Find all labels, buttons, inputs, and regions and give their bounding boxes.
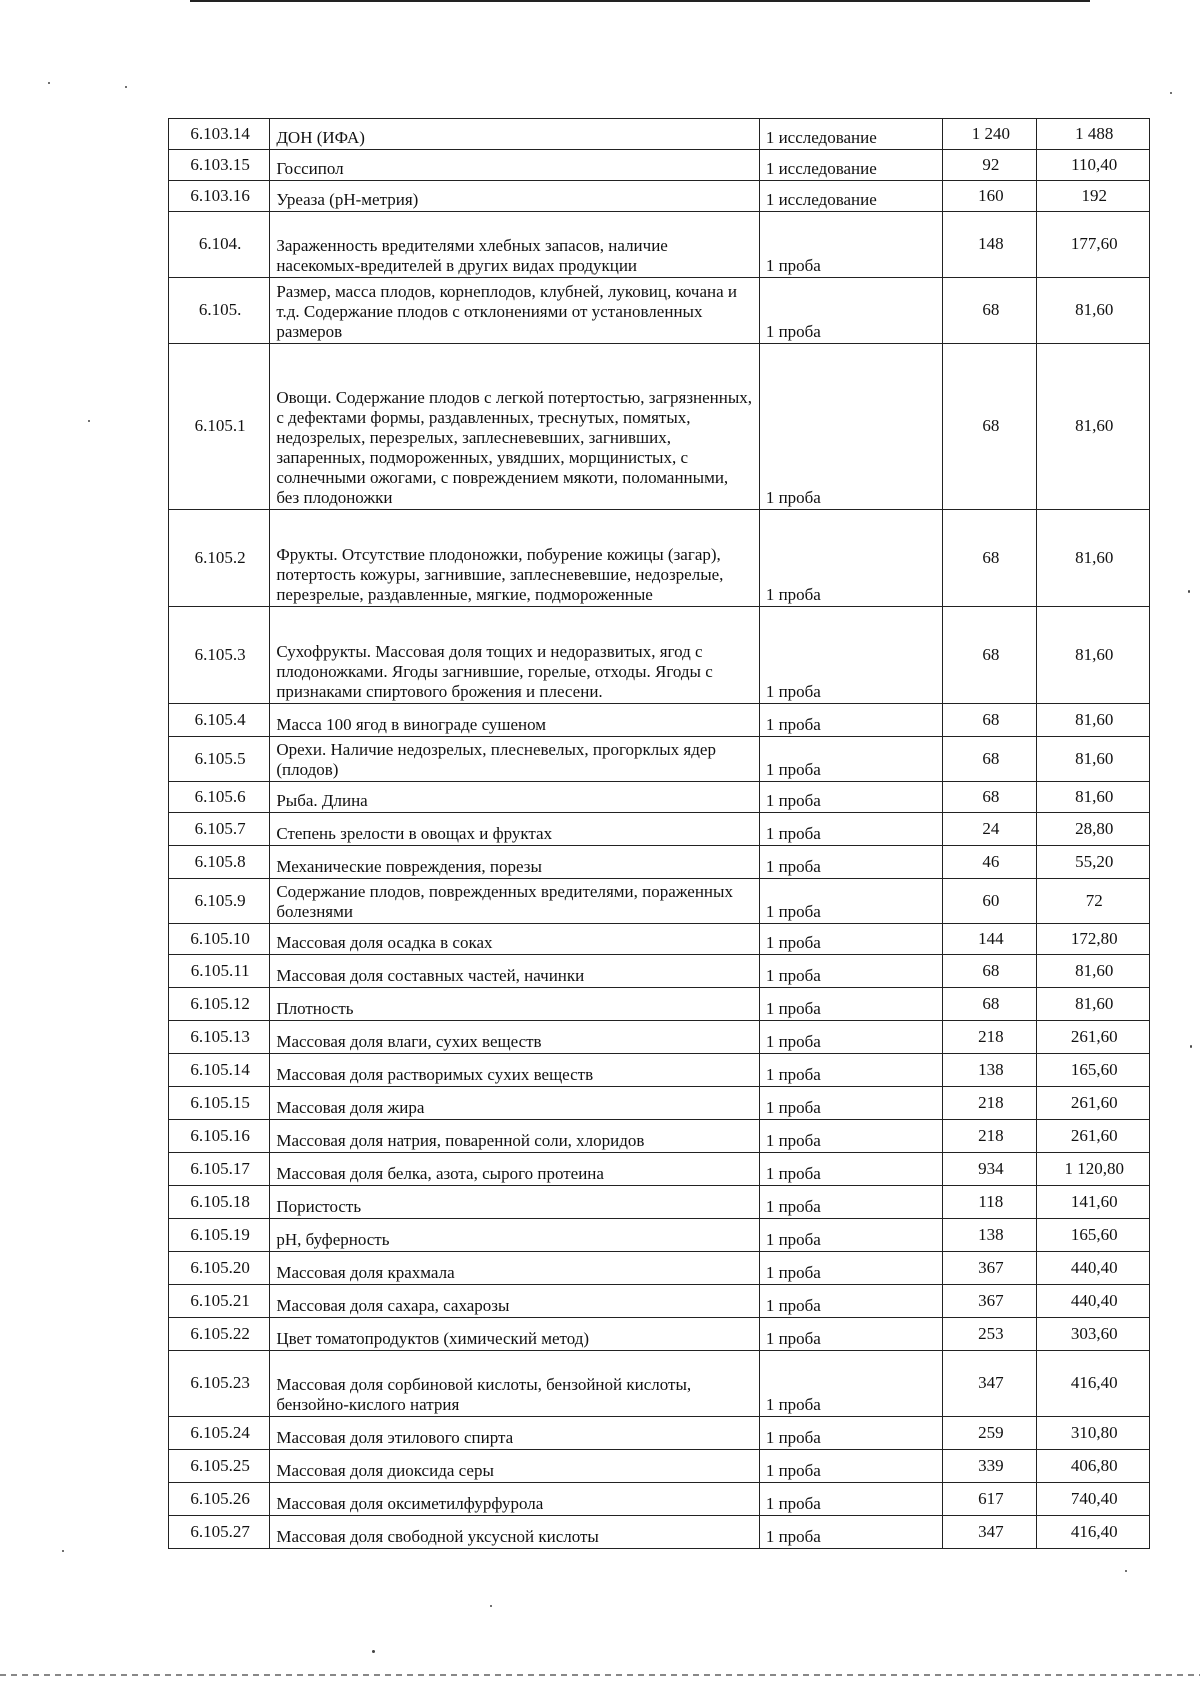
row-price-with-vat: 310,80: [1037, 1417, 1150, 1450]
row-test-name: Плотность: [270, 988, 759, 1021]
row-test-name: Массовая доля сахара, сахарозы: [270, 1285, 759, 1318]
table-row: [169, 988, 1150, 1021]
row-unit: 1 проба: [759, 1219, 942, 1252]
row-price: 68: [943, 955, 1037, 988]
scan-edge-top: [190, 0, 1090, 2]
row-unit: 1 проба: [759, 1054, 942, 1087]
row-test-name: Госсипол: [270, 150, 759, 181]
table-row: [169, 119, 1150, 150]
row-unit: 1 проба: [759, 955, 942, 988]
row-unit: 1 проба: [759, 813, 942, 846]
row-test-name: Массовая доля натрия, поваренной соли, хлоридов: [270, 1120, 759, 1153]
row-price-with-vat: 416,40: [1037, 1516, 1150, 1549]
row-unit: 1 проба: [759, 1351, 942, 1417]
row-price-with-vat: 110,40: [1037, 150, 1150, 181]
row-price: 617: [943, 1483, 1037, 1516]
table-row: [169, 1285, 1150, 1318]
table-row: [169, 150, 1150, 181]
row-unit: 1 проба: [759, 879, 942, 924]
row-price-with-vat: 172,80: [1037, 924, 1150, 955]
row-test-name: Массовая доля этилового спирта: [270, 1417, 759, 1450]
row-code: 6.105.14: [169, 1054, 270, 1087]
row-code: 6.105.26: [169, 1483, 270, 1516]
table-row: [169, 737, 1150, 782]
scan-edge-bottom: [0, 1674, 1200, 1676]
row-unit: 1 проба: [759, 1153, 942, 1186]
row-price: 144: [943, 924, 1037, 955]
row-unit: 1 проба: [759, 1285, 942, 1318]
scan-speck: [88, 420, 90, 422]
scan-speck: [490, 1605, 492, 1607]
row-price-with-vat: 440,40: [1037, 1252, 1150, 1285]
table-row: [169, 704, 1150, 737]
row-test-name: Массовая доля крахмала: [270, 1252, 759, 1285]
row-code: 6.105.: [169, 278, 270, 344]
table-row: [169, 1153, 1150, 1186]
row-test-name: Рыба. Длина: [270, 782, 759, 813]
row-test-name: Орехи. Наличие недозрелых, плесневелых, прогорклых ядер (плодов): [270, 737, 759, 782]
row-code: 6.103.14: [169, 119, 270, 150]
row-unit: 1 исследование: [759, 181, 942, 212]
table-row: [169, 924, 1150, 955]
row-price: 138: [943, 1054, 1037, 1087]
row-test-name: Размер, масса плодов, корнеплодов, клубней, луковиц, кочана и т.д. Содержание плодов с отклонениями от установленных размеров: [270, 278, 759, 344]
row-test-name: Массовая доля осадка в соках: [270, 924, 759, 955]
table-row: [169, 1252, 1150, 1285]
row-code: 6.105.2: [169, 510, 270, 607]
row-unit: 1 проба: [759, 737, 942, 782]
row-unit: 1 исследование: [759, 119, 942, 150]
row-price-with-vat: 740,40: [1037, 1483, 1150, 1516]
row-unit: 1 проба: [759, 704, 942, 737]
table-row: [169, 1054, 1150, 1087]
row-test-name: ДОН (ИФА): [270, 119, 759, 150]
row-code: 6.103.16: [169, 181, 270, 212]
table-row: [169, 1318, 1150, 1351]
row-unit: 1 проба: [759, 1417, 942, 1450]
row-code: 6.105.1: [169, 344, 270, 510]
row-price-with-vat: 416,40: [1037, 1351, 1150, 1417]
row-unit: 1 проба: [759, 510, 942, 607]
row-test-name: Степень зрелости в овощах и фруктах: [270, 813, 759, 846]
row-price: 347: [943, 1351, 1037, 1417]
row-price-with-vat: 81,60: [1037, 278, 1150, 344]
row-price: 68: [943, 737, 1037, 782]
row-unit: 1 проба: [759, 278, 942, 344]
row-price: 218: [943, 1120, 1037, 1153]
row-price-with-vat: 81,60: [1037, 607, 1150, 704]
table-row: [169, 510, 1150, 607]
row-price: 68: [943, 278, 1037, 344]
table-row: [169, 1219, 1150, 1252]
row-price-with-vat: 406,80: [1037, 1450, 1150, 1483]
row-unit: 1 проба: [759, 1021, 942, 1054]
table-row: [169, 212, 1150, 278]
row-code: 6.105.17: [169, 1153, 270, 1186]
table-row: [169, 1417, 1150, 1450]
table-row: [169, 846, 1150, 879]
scan-speck: [48, 82, 50, 84]
scan-speck: [125, 86, 127, 88]
row-price-with-vat: 81,60: [1037, 988, 1150, 1021]
row-price: 259: [943, 1417, 1037, 1450]
row-price: 68: [943, 344, 1037, 510]
row-code: 6.105.5: [169, 737, 270, 782]
row-price: 253: [943, 1318, 1037, 1351]
price-table: [168, 118, 1150, 1549]
row-price-with-vat: 261,60: [1037, 1021, 1150, 1054]
row-price: 339: [943, 1450, 1037, 1483]
row-unit: 1 проба: [759, 607, 942, 704]
row-price: 347: [943, 1516, 1037, 1549]
table-row: [169, 1351, 1150, 1417]
row-code: 6.105.16: [169, 1120, 270, 1153]
scan-speck: [372, 1650, 375, 1653]
row-unit: 1 проба: [759, 1516, 942, 1549]
row-unit: 1 проба: [759, 1120, 942, 1153]
row-price-with-vat: 1 488: [1037, 119, 1150, 150]
row-price: 218: [943, 1021, 1037, 1054]
row-price: 68: [943, 704, 1037, 737]
row-price: 60: [943, 879, 1037, 924]
row-price: 138: [943, 1219, 1037, 1252]
row-test-name: Фрукты. Отсутствие плодоножки, побурение кожицы (загар), потертость кожуры, загнившие, заплесневевшие, недозрелые, перезрелые, раздавленные, мягкие, подмороженные: [270, 510, 759, 607]
row-unit: 1 проба: [759, 924, 942, 955]
price-table-body: [169, 119, 1150, 1549]
table-row: [169, 1516, 1150, 1549]
row-test-name: Массовая доля свободной уксусной кислоты: [270, 1516, 759, 1549]
table-row: [169, 955, 1150, 988]
row-price-with-vat: 177,60: [1037, 212, 1150, 278]
row-price: 148: [943, 212, 1037, 278]
table-row: [169, 879, 1150, 924]
row-unit: 1 проба: [759, 1186, 942, 1219]
row-test-name: pH, буферность: [270, 1219, 759, 1252]
table-row: [169, 1087, 1150, 1120]
row-code: 6.105.15: [169, 1087, 270, 1120]
row-unit: 1 проба: [759, 1252, 942, 1285]
row-code: 6.105.11: [169, 955, 270, 988]
row-price-with-vat: 81,60: [1037, 737, 1150, 782]
table-row: [169, 1483, 1150, 1516]
row-price: 160: [943, 181, 1037, 212]
row-test-name: Овощи. Содержание плодов с легкой потертостью, загрязненных, с дефектами формы, раздавленных, треснутых, помятых, недозрелых, перезрелых, заплесневевших, загнивших, запаренных, подмороженных, увядших, морщинистых, с солнечными ожогами, с повреждением мякоти, поломанными, без плодоножки: [270, 344, 759, 510]
row-price: 46: [943, 846, 1037, 879]
row-price-with-vat: 81,60: [1037, 782, 1150, 813]
row-code: 6.105.12: [169, 988, 270, 1021]
row-code: 6.105.6: [169, 782, 270, 813]
row-unit: 1 проба: [759, 988, 942, 1021]
row-test-name: Массовая доля оксиметилфурфурола: [270, 1483, 759, 1516]
row-code: 6.105.3: [169, 607, 270, 704]
scan-speck: [1190, 1045, 1192, 1048]
row-test-name: Массовая доля жира: [270, 1087, 759, 1120]
row-price-with-vat: 81,60: [1037, 344, 1150, 510]
row-test-name: Массовая доля влаги, сухих веществ: [270, 1021, 759, 1054]
row-price-with-vat: 165,60: [1037, 1219, 1150, 1252]
row-unit: 1 проба: [759, 1483, 942, 1516]
table-row: [169, 344, 1150, 510]
price-list-sheet: [168, 118, 1150, 1549]
row-test-name: Сухофрукты. Массовая доля тощих и недоразвитых, ягод с плодоножками. Ягоды загнившие, горелые, отходы. Ягоды с признаками спиртового брожения и плесени.: [270, 607, 759, 704]
row-price-with-vat: 55,20: [1037, 846, 1150, 879]
scan-speck: [62, 1550, 64, 1552]
row-code: 6.105.4: [169, 704, 270, 737]
row-test-name: Массовая доля сорбиновой кислоты, бензойной кислоты, бензойно-кислого натрия: [270, 1351, 759, 1417]
scan-speck: [1125, 1570, 1127, 1572]
row-price-with-vat: 165,60: [1037, 1054, 1150, 1087]
row-price: 68: [943, 607, 1037, 704]
row-code: 6.105.7: [169, 813, 270, 846]
table-row: [169, 1021, 1150, 1054]
row-code: 6.103.15: [169, 150, 270, 181]
row-price-with-vat: 1 120,80: [1037, 1153, 1150, 1186]
table-row: [169, 782, 1150, 813]
row-price: 934: [943, 1153, 1037, 1186]
row-price: 68: [943, 510, 1037, 607]
row-unit: 1 проба: [759, 344, 942, 510]
row-code: 6.105.13: [169, 1021, 270, 1054]
row-code: 6.105.18: [169, 1186, 270, 1219]
row-test-name: Цвет томатопродуктов (химический метод): [270, 1318, 759, 1351]
row-code: 6.104.: [169, 212, 270, 278]
scan-speck: [1188, 590, 1190, 593]
row-test-name: Массовая доля составных частей, начинки: [270, 955, 759, 988]
row-price-with-vat: 81,60: [1037, 510, 1150, 607]
row-code: 6.105.10: [169, 924, 270, 955]
table-row: [169, 181, 1150, 212]
row-test-name: Содержание плодов, поврежденных вредителями, пораженных болезнями: [270, 879, 759, 924]
row-price: 24: [943, 813, 1037, 846]
row-test-name: Массовая доля растворимых сухих веществ: [270, 1054, 759, 1087]
row-price-with-vat: 192: [1037, 181, 1150, 212]
row-unit: 1 проба: [759, 782, 942, 813]
row-price-with-vat: 261,60: [1037, 1087, 1150, 1120]
row-price: 1 240: [943, 119, 1037, 150]
row-test-name: Массовая доля диоксида серы: [270, 1450, 759, 1483]
row-price-with-vat: 261,60: [1037, 1120, 1150, 1153]
row-price: 218: [943, 1087, 1037, 1120]
row-unit: 1 исследование: [759, 150, 942, 181]
row-code: 6.105.22: [169, 1318, 270, 1351]
table-row: [169, 607, 1150, 704]
row-price-with-vat: 141,60: [1037, 1186, 1150, 1219]
table-row: [169, 813, 1150, 846]
row-code: 6.105.8: [169, 846, 270, 879]
row-code: 6.105.24: [169, 1417, 270, 1450]
row-price: 68: [943, 988, 1037, 1021]
table-row: [169, 278, 1150, 344]
row-price-with-vat: 81,60: [1037, 704, 1150, 737]
row-code: 6.105.21: [169, 1285, 270, 1318]
row-code: 6.105.9: [169, 879, 270, 924]
row-price: 118: [943, 1186, 1037, 1219]
row-unit: 1 проба: [759, 1318, 942, 1351]
row-unit: 1 проба: [759, 1087, 942, 1120]
row-test-name: Масса 100 ягод в винограде сушеном: [270, 704, 759, 737]
row-unit: 1 проба: [759, 846, 942, 879]
row-price-with-vat: 303,60: [1037, 1318, 1150, 1351]
row-test-name: Зараженность вредителями хлебных запасов, наличие насекомых-вредителей в других видах продукции: [270, 212, 759, 278]
row-price-with-vat: 440,40: [1037, 1285, 1150, 1318]
row-code: 6.105.20: [169, 1252, 270, 1285]
row-test-name: Пористость: [270, 1186, 759, 1219]
row-price-with-vat: 81,60: [1037, 955, 1150, 988]
row-price: 367: [943, 1285, 1037, 1318]
row-test-name: Массовая доля белка, азота, сырого протеина: [270, 1153, 759, 1186]
scan-speck: [1170, 92, 1172, 94]
row-price: 92: [943, 150, 1037, 181]
row-price: 68: [943, 782, 1037, 813]
row-price-with-vat: 28,80: [1037, 813, 1150, 846]
row-unit: 1 проба: [759, 212, 942, 278]
row-unit: 1 проба: [759, 1450, 942, 1483]
row-test-name: Уреаза (рН-метрия): [270, 181, 759, 212]
row-price: 367: [943, 1252, 1037, 1285]
row-code: 6.105.27: [169, 1516, 270, 1549]
table-row: [169, 1186, 1150, 1219]
table-row: [169, 1120, 1150, 1153]
row-code: 6.105.23: [169, 1351, 270, 1417]
table-row: [169, 1450, 1150, 1483]
row-code: 6.105.19: [169, 1219, 270, 1252]
row-code: 6.105.25: [169, 1450, 270, 1483]
row-price-with-vat: 72: [1037, 879, 1150, 924]
row-test-name: Механические повреждения, порезы: [270, 846, 759, 879]
